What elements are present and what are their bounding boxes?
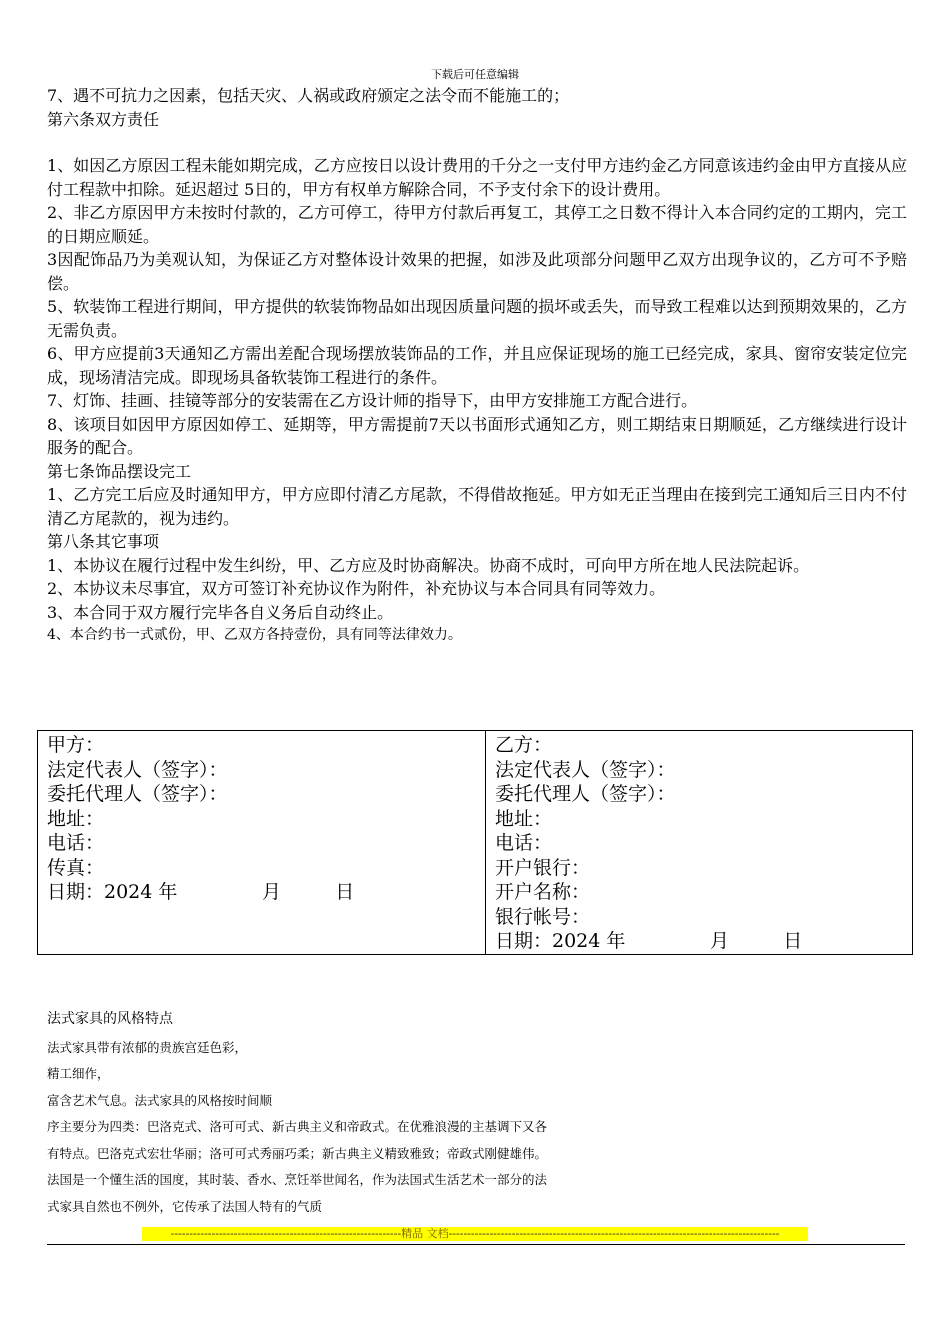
furniture-title: 法式家具的风格特点: [47, 1011, 173, 1027]
clause-6-2: 2、非乙方原因甲方未按时付款的，乙方可停工，待甲方付款后再复工，其停工之日数不得计入本合同约定的工期内，完工的日期应顺延。: [47, 203, 907, 246]
party-b-phone: 电话：: [495, 832, 553, 854]
party-b-agent: 委托代理人（签字）：: [495, 783, 676, 805]
furniture-line: 富含艺术气息。法式家具的风格按时间顺: [47, 1092, 273, 1108]
furniture-line: 序主要分为四类：巴洛克式、洛可可式、新古典主义和帝政式。在优雅浪漫的主基调下又各: [47, 1119, 548, 1134]
party-b-legal-rep: 法定代表人（签字）：: [495, 758, 676, 781]
party-b-address: 地址：: [495, 807, 553, 830]
party-a-agent: 委托代理人（签字）：: [47, 783, 228, 805]
furniture-section: [47, 1006, 647, 1220]
party-b-label: 乙方：: [495, 734, 553, 756]
clause-6-6: 6、甲方应提前3天通知乙方需出差配合现场摆放装饰品的工作，并且应保证现场的施工已经完成，家具、窗帘安装定位完成，现场清洁完成。即现场具备软装饰工程进行的条件。: [47, 344, 907, 387]
section-heading-8: 第八条其它事项: [47, 532, 160, 551]
party-a-label: 甲方：: [47, 734, 105, 756]
footer-banner: [142, 1227, 808, 1241]
clause-8-2: 2、本协议未尽事宜，双方可签订补充协议作为附件，补充协议与本合同具有同等效力。: [47, 579, 666, 598]
party-b-date: 日期：2024 年 月 日: [495, 930, 803, 952]
footer-dashes-left: --------------------------------------------------------------: [170, 1227, 402, 1240]
party-b-account-number: 银行帐号：: [495, 905, 591, 928]
header-note: 下载后可任意编辑: [431, 68, 519, 81]
furniture-line: 有特点。巴洛克式宏壮华丽；洛可可式秀丽巧柔；新古典主义精致雅致；帝政式刚健雄伟。: [47, 1145, 548, 1161]
clause-7-1: 1、乙方完工后应及时通知甲方，甲方应即付清乙方尾款，不得借故拖延。甲方如无正当理由在接到完工通知后三日内不付清乙方尾款的，视为违约。: [47, 485, 907, 528]
footer-mark: 精品 文档: [401, 1227, 449, 1240]
blank-line: [47, 131, 907, 154]
party-b-account-name: 开户名称：: [495, 881, 591, 903]
clause-6-8: 8、该项目如因甲方原因如停工、延期等，甲方需提前7天以书面形式通知乙方，则工期结束日期顺延，乙方继续进行设计服务的配合。: [47, 414, 907, 457]
contract-body: [47, 84, 907, 648]
clause-8-1: 1、本协议在履行过程中发生纠纷，甲、乙方应及时协商解决。协商不成时，可向甲方所在地人民法院起诉。: [47, 555, 810, 575]
party-a-phone: 电话：: [47, 832, 105, 854]
furniture-line: 精工细作，: [47, 1066, 110, 1081]
clause-6-3: 3因配饰品乃为美观认知，为保证乙方对整体设计效果的把握，如涉及此项部分问题甲乙双方出现争议的，乙方可不予赔偿。: [47, 250, 907, 293]
party-b-cell: [486, 731, 913, 955]
party-a-legal-rep: 法定代表人（签字）：: [47, 758, 228, 781]
party-a-fax: 传真：: [47, 856, 105, 879]
footer-dashes-right: -----------------------------------------------------------------------------------------: [448, 1227, 780, 1240]
party-a-address: 地址：: [47, 807, 105, 830]
clause-8-4: 4、本合约书一式贰份，甲、乙双方各持壹份，具有同等法律效力。: [47, 627, 462, 643]
clause-force-majeure: 7、遇不可抗力之因素，包括天灾、人祸或政府颁定之法令而不能施工的；: [47, 86, 570, 105]
clause-6-1: 1、如因乙方原因工程未能如期完成，乙方应按日以设计费用的千分之一支付甲方违约金乙方同意该违约金由甲方直接从应付工程款中扣除。延迟超过 5日的，甲方有权单方解除合同，不予支付余下的设计费用。: [47, 156, 907, 199]
clause-6-7: 7、灯饰、挂画、挂镜等部分的安装需在乙方设计师的指导下，由甲方安排施工方配合进行。: [47, 391, 698, 410]
furniture-line: 法国是一个懂生活的国度，其时装、香水、烹饪举世闻名，作为法国式生活艺术一部分的法: [47, 1172, 548, 1187]
furniture-line: 式家具自然也不例外，它传承了法国人特有的气质: [47, 1198, 323, 1214]
section-heading-6: 第六条双方责任: [47, 109, 160, 129]
furniture-line: 法式家具带有浓郁的贵族宫廷色彩，: [47, 1039, 248, 1055]
clause-8-3: 3、本合同于双方履行完毕各自义务后自动终止。: [47, 602, 394, 622]
section-heading-7: 第七条饰品摆设完工: [47, 461, 192, 481]
footer-divider: [47, 1244, 905, 1245]
party-a-date: 日期：2024 年 月 日: [47, 881, 355, 903]
signature-table: [37, 730, 913, 955]
party-b-bank: 开户银行：: [495, 856, 591, 879]
clause-6-5: 5、软装饰工程进行期间，甲方提供的软装饰物品如出现因质量问题的损坏或丢失，而导致工程难以达到预期效果的，乙方无需负责。: [47, 297, 907, 340]
party-a-cell: [38, 731, 486, 955]
